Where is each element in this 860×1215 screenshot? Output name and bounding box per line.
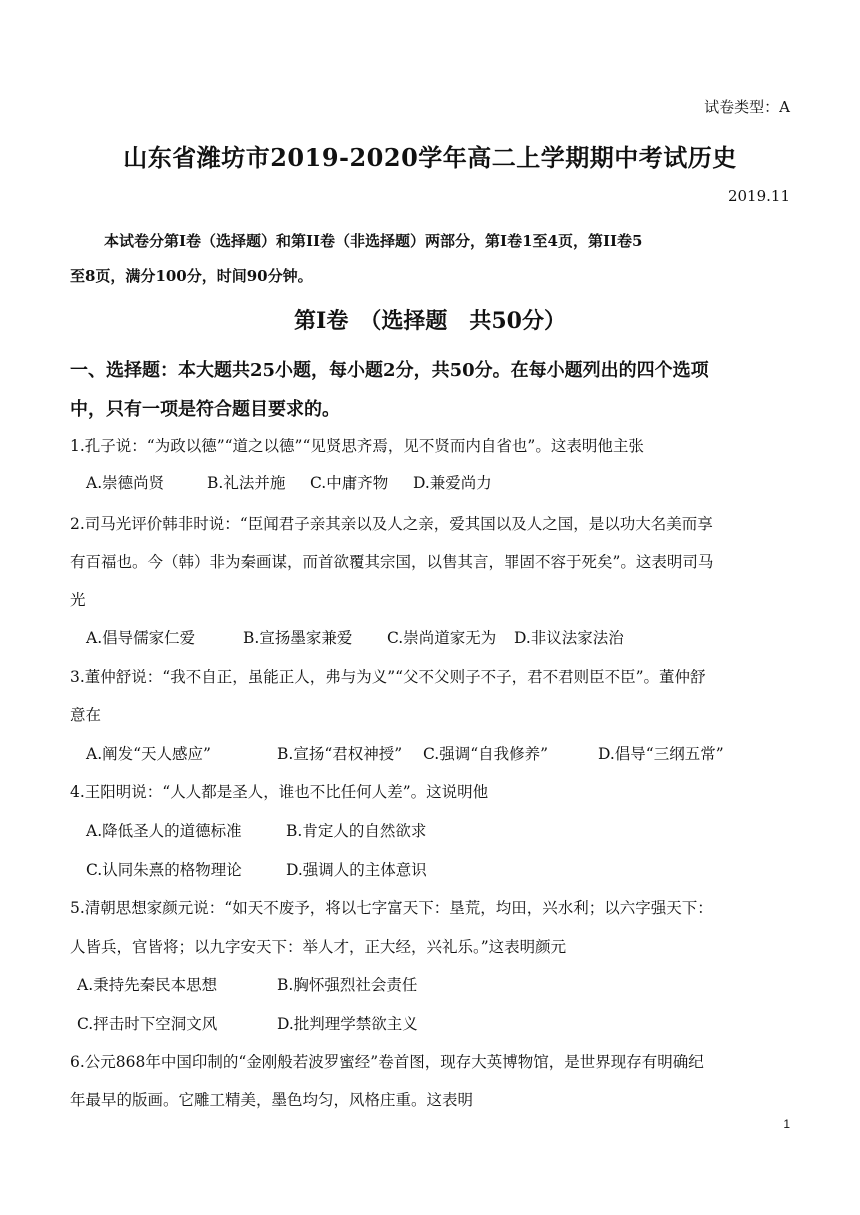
question-6-stem-line-1: 6.公元868年中国印制的“金刚般若波罗蜜经”卷首图，现存大英博物馆，是世界现存有明确纪 [70, 1053, 704, 1071]
question-2-option-a: A.倡导儒家仁爱 [86, 629, 196, 647]
intro-line-2: 至8页，满分100分，时间90分钟。 [70, 267, 313, 285]
question-4-option-a: A.降低圣人的道德标准 [86, 822, 242, 840]
page-number: 1 [783, 1117, 790, 1131]
exam-date: 2019.11 [727, 187, 790, 205]
section-heading-line-2: 中，只有一项是符合题目要求的。 [70, 399, 340, 420]
question-1-option-c: C.中庸齐物 [310, 474, 389, 492]
part-one-title: 第Ⅰ卷 （选择题 共50分） [294, 308, 566, 334]
question-2-stem-line-2: 有百福也。今（韩）非为秦画谋，而首欲覆其宗国，以售其言，罪固不容于死矣”。这表明司马 [70, 553, 714, 571]
question-2-option-c: C.崇尚道家无为 [387, 629, 497, 647]
question-1-stem: 1.孔子说：“为政以德”“道之以德”“见贤思齐焉，见不贤而内自省也”。这表明他主张 [70, 437, 644, 455]
question-1-option-b: B.礼法并施 [207, 474, 286, 492]
question-6-stem-line-2: 年最早的版画。它雕工精美，墨色均匀，风格庄重。这表明 [70, 1091, 474, 1109]
question-4-option-c: C.认同朱熹的格物理论 [86, 861, 242, 879]
question-4-stem: 4.王阳明说：“人人都是圣人，谁也不比任何人差”。这说明他 [70, 783, 489, 801]
intro-line-1: 本试卷分第Ⅰ卷（选择题）和第II卷（非选择题）两部分，第Ⅰ卷1至4页，第II卷5 [104, 232, 643, 250]
page-title: 山东省潍坊市2019-2020学年高二上学期期中考试历史 [123, 143, 737, 172]
question-3-option-a: A.阐发“天人感应” [86, 745, 211, 763]
question-2-option-b: B.宣扬墨家兼爱 [243, 629, 353, 647]
question-1-option-d: D.兼爱尚力 [413, 474, 492, 492]
question-5-option-b: B.胸怀强烈社会责任 [277, 976, 418, 994]
question-5-option-d: D.批判理学禁欲主义 [277, 1015, 418, 1033]
exam-type-label: 试卷类型：A [704, 98, 790, 116]
question-2-option-d: D.非议法家法治 [514, 629, 624, 647]
question-5-option-a: A.秉持先秦民本思想 [77, 976, 218, 994]
question-3-stem-line-2: 意在 [70, 706, 102, 724]
question-3-option-c: C.强调“自我修养” [423, 745, 549, 763]
question-5-stem-line-2: 人皆兵，官皆将；以九字安天下：举人才，正大经，兴礼乐。”这表明颜元 [70, 938, 567, 956]
question-3-stem-line-1: 3.董仲舒说：“我不自正，虽能正人，弗与为义”“父不父则子不子，君不君则臣不臣”。董仲舒 [70, 668, 706, 686]
question-2-stem-line-1: 2.司马光评价韩非时说：“臣闻君子亲其亲以及人之亲，爱其国以及人之国，是以功大名美而享 [70, 515, 713, 533]
question-2-stem-line-3: 光 [70, 591, 86, 609]
question-1-option-a: A.崇德尚贤 [86, 474, 165, 492]
question-5-stem-line-1: 5.清朝思想家颜元说：“如天不废予，将以七字富天下：垦荒，均田，兴水利；以六字强天下： [70, 899, 713, 917]
question-3-option-b: B.宣扬“君权神授” [277, 745, 403, 763]
question-4-option-b: B.肯定人的自然欲求 [286, 822, 427, 840]
question-5-option-c: C.抨击时下空洞文风 [77, 1015, 218, 1033]
question-4-option-d: D.强调人的主体意识 [286, 861, 427, 879]
question-3-option-d: D.倡导“三纲五常” [598, 745, 724, 763]
section-heading-line-1: 一、选择题：本大题共25小题，每小题2分，共50分。在每小题列出的四个选项 [70, 360, 709, 381]
